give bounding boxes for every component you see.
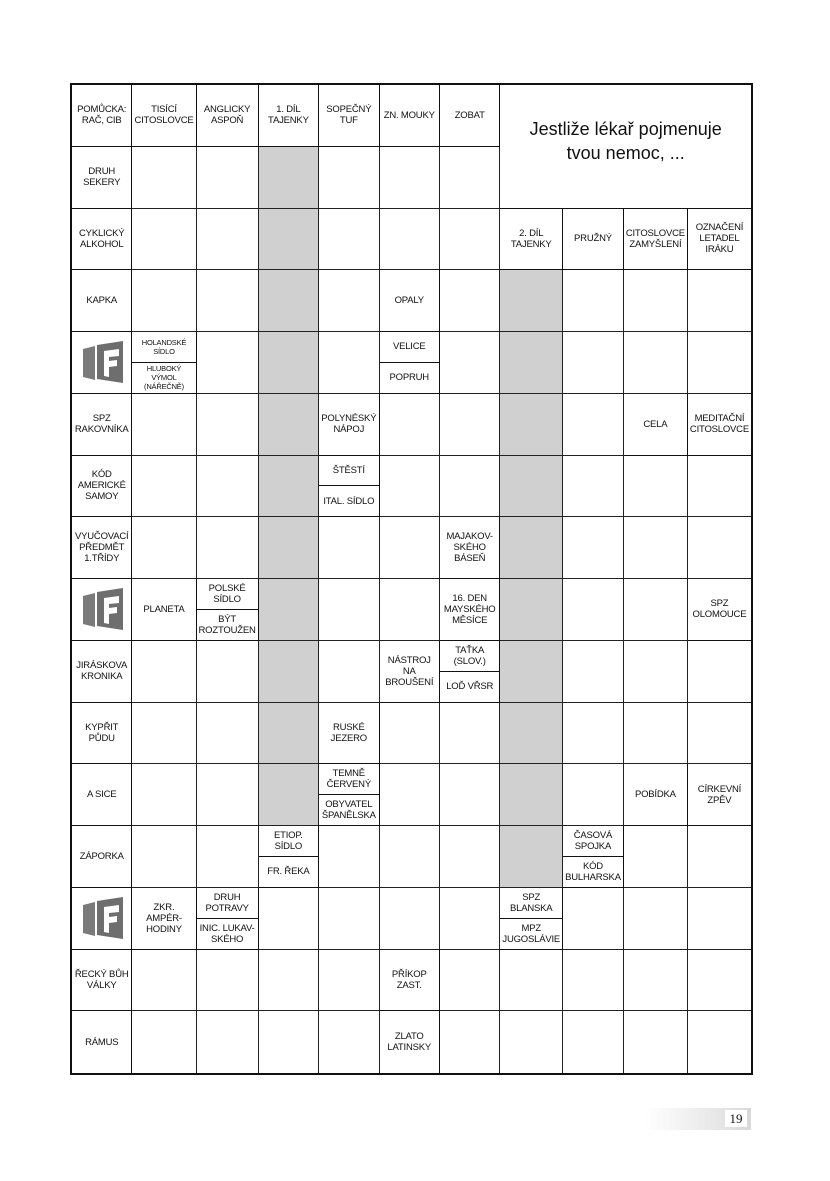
answer-cell[interactable] — [380, 456, 440, 518]
clue-text: ANGLICKY ASPOŇ — [203, 104, 251, 127]
answer-cell[interactable] — [319, 641, 379, 703]
answer-cell[interactable] — [563, 950, 624, 1012]
answer-cell[interactable] — [132, 641, 196, 703]
answer-cell[interactable] — [197, 270, 259, 332]
clue-cell — [72, 209, 132, 271]
clue-text: RUSKÉ JEZERO — [330, 721, 367, 744]
clue-cell — [624, 209, 688, 271]
answer-cell-shaded[interactable] — [500, 517, 563, 579]
answer-cell[interactable] — [197, 764, 259, 826]
answer-cell[interactable] — [440, 764, 500, 826]
answer-cell[interactable] — [440, 270, 500, 332]
clue-text: SOPEČNÝ TUF — [326, 104, 372, 127]
clue-cell — [440, 517, 500, 579]
answer-cell-shaded[interactable] — [259, 209, 319, 271]
answer-cell[interactable] — [380, 703, 440, 765]
clue-cell — [380, 332, 440, 394]
answer-cell[interactable] — [197, 1011, 259, 1073]
clue-text: KÓD BULHARSKA — [563, 856, 623, 887]
answer-cell-shaded[interactable] — [259, 456, 319, 518]
clue-text: ETIOP. SÍDLO — [274, 829, 303, 852]
clue-cell — [132, 579, 196, 641]
answer-cell[interactable] — [440, 1011, 500, 1073]
clue-cell — [72, 641, 132, 703]
answer-cell[interactable] — [688, 641, 751, 703]
answer-cell-shaded[interactable] — [259, 394, 319, 456]
answer-cell[interactable] — [563, 1011, 624, 1073]
answer-cell[interactable] — [259, 888, 319, 950]
clue-text: ČASOVÁ SPOJKA — [573, 829, 613, 852]
clue-cell — [688, 764, 751, 826]
clue-cell — [624, 394, 688, 456]
clue-text: JIRÁSKOVA KRONIKA — [76, 660, 128, 683]
answer-cell[interactable] — [624, 826, 688, 888]
answer-cell[interactable] — [319, 517, 379, 579]
answer-cell[interactable] — [563, 703, 624, 765]
answer-cell[interactable] — [688, 456, 751, 518]
clue-text: INIC. LUKAV- SKÉHO — [197, 918, 258, 949]
clue-cell — [319, 85, 379, 147]
clue-text: TISÍCÍ CITOSLOVCE — [134, 104, 194, 127]
answer-cell-shaded[interactable] — [500, 703, 563, 765]
answer-cell[interactable] — [563, 641, 624, 703]
clue-text: ŠTĚSTÍ — [332, 464, 365, 476]
clue-text: PŘÍKOP ZAST. — [391, 968, 427, 991]
answer-cell-shaded[interactable] — [259, 147, 319, 209]
answer-cell[interactable] — [380, 394, 440, 456]
answer-cell-shaded[interactable] — [500, 332, 563, 394]
answer-cell[interactable] — [624, 950, 688, 1012]
clue-text: PRUŽNÝ — [574, 233, 612, 245]
clue-text: CELA — [643, 418, 668, 430]
answer-cell[interactable] — [197, 950, 259, 1012]
clue-cell — [440, 85, 500, 147]
answer-cell-shaded[interactable] — [259, 332, 319, 394]
answer-cell[interactable] — [132, 147, 196, 209]
clue-text: POLYNÉSKÝ NÁPOJ — [321, 413, 377, 436]
clue-text: PLANETA — [143, 603, 185, 615]
answer-cell[interactable] — [563, 764, 624, 826]
clue-cell — [72, 147, 132, 209]
clue-text: 1. DÍL TAJENKY — [268, 104, 309, 127]
publisher-logo-icon — [72, 332, 132, 394]
answer-cell[interactable] — [197, 209, 259, 271]
answer-cell[interactable] — [624, 641, 688, 703]
answer-cell[interactable] — [688, 517, 751, 579]
clue-text: TEMNĚ ČERVENÝ — [326, 768, 371, 791]
clue-text: SPZ OLOMOUCE — [692, 598, 747, 621]
answer-cell[interactable] — [197, 147, 259, 209]
answer-cell[interactable] — [197, 703, 259, 765]
answer-cell[interactable] — [319, 579, 379, 641]
clue-text: DRUH SEKERY — [83, 166, 121, 189]
answer-cell[interactable] — [319, 209, 379, 271]
answer-cell[interactable] — [197, 517, 259, 579]
clue-text: OZNAČENÍ LETADEL IRÁKU — [695, 222, 744, 256]
clue-text: KAPKA — [86, 295, 118, 307]
clue-text: MEDITAČNÍ CITOSLOVCE — [689, 413, 749, 436]
clue-text: ZKR. AMPÉR- HODINY — [146, 901, 182, 935]
clue-cell — [380, 641, 440, 703]
answer-cell[interactable] — [380, 209, 440, 271]
answer-cell[interactable] — [132, 456, 196, 518]
clue-text: MPZ JUGOSLÁVIE — [500, 918, 562, 949]
answer-cell-shaded[interactable] — [259, 703, 319, 765]
clue-text: ZOBAT — [454, 109, 485, 121]
clue-cell — [319, 703, 379, 765]
clue-cell — [259, 826, 319, 888]
clue-text: CITOSLOVCE ZAMYŠLENÍ — [625, 227, 685, 250]
answer-cell[interactable] — [563, 579, 624, 641]
clue-cell — [72, 85, 132, 147]
answer-cell[interactable] — [688, 826, 751, 888]
clue-text: NÁSTROJ NA BROUŠENÍ — [385, 654, 434, 688]
answer-cell[interactable] — [624, 270, 688, 332]
crossword-grid — [70, 83, 753, 1075]
clue-cell — [72, 456, 132, 518]
answer-cell[interactable] — [380, 147, 440, 209]
answer-cell[interactable] — [440, 703, 500, 765]
answer-cell[interactable] — [500, 950, 563, 1012]
clue-text: VYUČOVACÍ PŘEDMĚT 1.TŘÍDY — [74, 531, 129, 565]
answer-cell[interactable] — [259, 1011, 319, 1073]
clue-text: POPRUH — [380, 362, 439, 393]
clue-text: POMŮCKA: RAČ, CIB — [77, 104, 127, 127]
answer-cell-shaded[interactable] — [259, 641, 319, 703]
clue-cell — [563, 209, 624, 271]
answer-cell[interactable] — [624, 579, 688, 641]
clue-text: KÓD AMERICKÉ SAMOY — [77, 469, 126, 503]
clue-text: SPZ RAKOVNÍKA — [74, 413, 129, 436]
answer-cell[interactable] — [319, 332, 379, 394]
clue-cell — [72, 826, 132, 888]
answer-cell[interactable] — [197, 641, 259, 703]
clue-cell — [197, 85, 259, 147]
answer-cell[interactable] — [319, 270, 379, 332]
answer-cell[interactable] — [440, 147, 500, 209]
clue-cell — [72, 270, 132, 332]
answer-cell[interactable] — [440, 332, 500, 394]
answer-cell[interactable] — [380, 764, 440, 826]
publisher-logo-icon — [72, 579, 132, 641]
clue-text: TAŤKA (SLOV.) — [453, 644, 486, 667]
clue-cell — [197, 579, 259, 641]
answer-cell[interactable] — [132, 517, 196, 579]
clue-cell — [132, 85, 196, 147]
page-number-bar — [645, 1108, 751, 1130]
clue-cell — [132, 332, 196, 394]
clue-text: POBÍDKA — [634, 789, 676, 801]
answer-cell[interactable] — [197, 826, 259, 888]
clue-cell — [72, 764, 132, 826]
answer-cell[interactable] — [563, 456, 624, 518]
answer-cell[interactable] — [688, 1011, 751, 1073]
answer-cell[interactable] — [380, 826, 440, 888]
answer-cell[interactable] — [197, 332, 259, 394]
clue-cell — [319, 764, 379, 826]
answer-cell[interactable] — [132, 764, 196, 826]
clue-cell — [72, 950, 132, 1012]
clue-cell — [380, 950, 440, 1012]
answer-cell[interactable] — [440, 950, 500, 1012]
answer-cell[interactable] — [624, 703, 688, 765]
answer-cell[interactable] — [197, 456, 259, 518]
answer-cell[interactable] — [380, 517, 440, 579]
clue-text: DRUH POTRAVY — [205, 891, 249, 914]
answer-cell-shaded[interactable] — [259, 270, 319, 332]
answer-cell-shaded[interactable] — [259, 764, 319, 826]
clue-text: LOĎ VŘSR — [440, 671, 499, 702]
answer-cell[interactable] — [563, 888, 624, 950]
answer-cell[interactable] — [624, 456, 688, 518]
answer-cell[interactable] — [380, 888, 440, 950]
answer-cell-shaded[interactable] — [500, 270, 563, 332]
answer-cell[interactable] — [688, 888, 751, 950]
clue-text: POLSKÉ SÍDLO — [208, 582, 246, 605]
clue-text: BÝT ROZTOUŽEN — [197, 609, 258, 640]
clue-text: HOLANDSKÉ SÍDLO — [141, 337, 187, 356]
answer-cell[interactable] — [259, 950, 319, 1012]
clue-text: HLUBOKÝ VÝMOL (NÁŘEČNĚ) — [132, 362, 195, 393]
answer-cell[interactable] — [563, 394, 624, 456]
clue-text: CYKLICKÝ ALKOHOL — [79, 227, 125, 250]
clue-cell — [72, 517, 132, 579]
clue-text: OBYVATEL ŠPANĚLSKA — [319, 794, 378, 825]
answer-cell-shaded[interactable] — [500, 641, 563, 703]
answer-cell[interactable] — [197, 394, 259, 456]
clue-cell — [319, 394, 379, 456]
answer-cell-shaded[interactable] — [500, 456, 563, 518]
clue-cell — [688, 209, 751, 271]
clue-text: ZN. MOUKY — [383, 109, 435, 121]
clue-text: ZLATO LATINSKY — [387, 1031, 432, 1054]
answer-cell[interactable] — [688, 950, 751, 1012]
clue-text: FR. ŘEKA — [259, 856, 318, 887]
answer-cell[interactable] — [132, 826, 196, 888]
clue-text: SPZ BLANSKA — [510, 891, 553, 914]
clue-text: ITAL. SÍDLO — [319, 485, 378, 516]
clue-cell — [72, 1011, 132, 1073]
clue-cell — [500, 888, 563, 950]
answer-cell[interactable] — [132, 703, 196, 765]
clue-text: CÍRKEVNÍ ZPĚV — [697, 783, 742, 806]
clue-text: KYPŘIT PŮDU — [85, 721, 119, 744]
answer-cell-shaded[interactable] — [500, 764, 563, 826]
page-number: 19 — [725, 1110, 747, 1127]
clue-text: ŘECKÝ BŮH VÁLKY — [74, 968, 129, 991]
clue-text: VELICE — [392, 341, 426, 353]
clue-text: 2. DÍL TAJENKY — [510, 227, 552, 250]
puzzle-title-box — [500, 85, 751, 209]
answer-cell[interactable] — [132, 209, 196, 271]
answer-cell[interactable] — [500, 1011, 563, 1073]
answer-cell[interactable] — [319, 1011, 379, 1073]
clue-cell — [624, 764, 688, 826]
clue-cell — [380, 270, 440, 332]
answer-cell[interactable] — [132, 394, 196, 456]
answer-cell[interactable] — [563, 270, 624, 332]
clue-cell — [380, 1011, 440, 1073]
answer-cell[interactable] — [319, 950, 379, 1012]
answer-cell[interactable] — [563, 517, 624, 579]
clue-cell — [380, 85, 440, 147]
answer-cell[interactable] — [380, 579, 440, 641]
answer-cell[interactable] — [624, 517, 688, 579]
answer-cell[interactable] — [440, 826, 500, 888]
clue-cell — [197, 888, 259, 950]
answer-cell[interactable] — [319, 147, 379, 209]
publisher-logo-icon — [72, 888, 132, 950]
clue-cell — [563, 826, 624, 888]
clue-cell — [259, 85, 319, 147]
clue-cell — [319, 456, 379, 518]
clue-text: 16. DEN MAYSKÉHO MĚSÍCE — [443, 592, 496, 626]
clue-text: RÁMUS — [85, 1036, 119, 1048]
clue-text: A SICE — [87, 789, 117, 801]
clue-cell — [688, 579, 751, 641]
answer-cell[interactable] — [563, 332, 624, 394]
answer-cell[interactable] — [132, 270, 196, 332]
answer-cell-shaded[interactable] — [500, 826, 563, 888]
answer-cell[interactable] — [688, 703, 751, 765]
answer-cell[interactable] — [440, 209, 500, 271]
clue-text: OPALY — [394, 295, 424, 307]
answer-cell[interactable] — [132, 950, 196, 1012]
answer-cell[interactable] — [440, 394, 500, 456]
answer-cell[interactable] — [440, 456, 500, 518]
answer-cell[interactable] — [688, 270, 751, 332]
clue-cell — [132, 888, 196, 950]
answer-cell-shaded[interactable] — [500, 579, 563, 641]
answer-cell-shaded[interactable] — [259, 517, 319, 579]
answer-cell-shaded[interactable] — [259, 579, 319, 641]
clue-cell — [440, 641, 500, 703]
clue-cell — [72, 394, 132, 456]
answer-cell[interactable] — [624, 888, 688, 950]
answer-cell[interactable] — [319, 826, 379, 888]
clue-cell — [688, 394, 751, 456]
answer-cell[interactable] — [688, 332, 751, 394]
clue-text: MAJAKOV- SKÉHO BÁSEŇ — [446, 531, 493, 565]
clue-cell — [72, 703, 132, 765]
clue-cell — [440, 579, 500, 641]
answer-cell[interactable] — [132, 1011, 196, 1073]
answer-cell[interactable] — [440, 888, 500, 950]
clue-text: ZÁPORKA — [79, 850, 124, 862]
answer-cell[interactable] — [319, 888, 379, 950]
puzzle-title: Jestliže lékař pojmenuje tvou nemoc, ... — [529, 119, 722, 164]
answer-cell[interactable] — [624, 1011, 688, 1073]
answer-cell[interactable] — [624, 332, 688, 394]
clue-cell — [500, 209, 563, 271]
answer-cell-shaded[interactable] — [500, 394, 563, 456]
